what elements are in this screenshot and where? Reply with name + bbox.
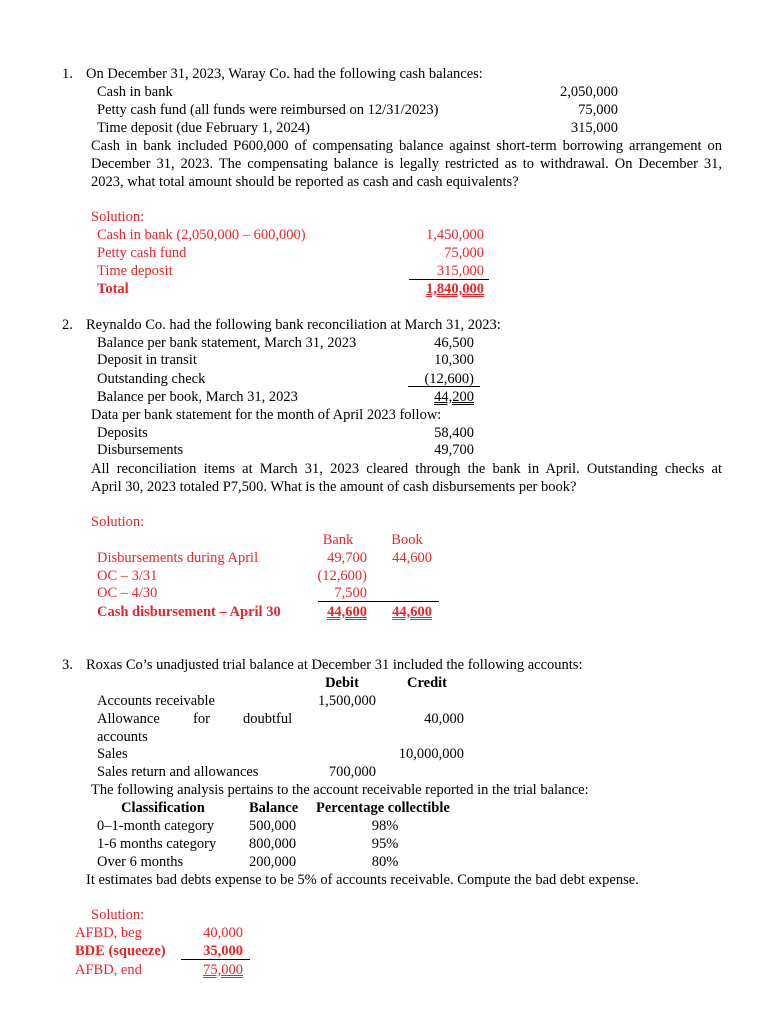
- q2-paragraph-line: April 30, 2023 totaled P7,500. What is the amount of cash disbursements per book?: [91, 479, 577, 495]
- q2-solution-total-book: 44,600: [392, 604, 432, 620]
- q1-solution-label-row: Cash in bank (2,050,000 – 600,000): [97, 227, 306, 243]
- q2-recon-amount: 46,500: [434, 335, 474, 351]
- q3-intro: Roxas Co’s unadjusted trial balance at December 31 included the following accounts:: [86, 657, 583, 673]
- q1-paragraph-line: December 31, 2023. The compensating balance is legally restricted as to withdrawal. On December 31,: [91, 156, 722, 172]
- q3-tb-label: Sales: [97, 746, 128, 762]
- q3-aging-balance: 800,000: [249, 836, 297, 852]
- q3-col-credit: Credit: [406, 675, 447, 691]
- q2-solution-row-label: OC – 4/30: [97, 585, 158, 601]
- q1-solution-amount: 315,000: [436, 263, 484, 279]
- q2-recon-label: Deposit in transit: [97, 352, 197, 368]
- q1-item-label: Cash in bank: [97, 84, 173, 100]
- q2-recon-amount: (12,600): [424, 371, 474, 387]
- q3-tb-debit: 1,500,000: [318, 693, 376, 709]
- q1-item-amount: 2,050,000: [560, 84, 618, 100]
- q2-col-book: Book: [391, 532, 423, 548]
- q3-tb-debit: 700,000: [328, 764, 376, 780]
- q3-aging-pct: 98%: [371, 818, 399, 834]
- q3-estimate: It estimates bad debts expense to be 5% of accounts receivable. Compute the bad debt expense.: [86, 872, 639, 888]
- q3-col-debit: Debit: [325, 675, 359, 691]
- q3-aging-balance: 200,000: [249, 854, 297, 870]
- q2-solution-bank: (12,600): [317, 568, 367, 584]
- q3-tb-label: accounts: [97, 729, 148, 745]
- q3-analysis-intro: The following analysis pertains to the account receivable reported in the trial balance:: [91, 782, 589, 798]
- q3-total-rule: [181, 959, 250, 960]
- q2-bank-amount: 58,400: [434, 425, 474, 441]
- q3-tb-credit: 10,000,000: [398, 746, 464, 762]
- q3-aging-class: Over 6 months: [97, 854, 184, 870]
- q2-paragraph-line: All reconciliation items at March 31, 2023 cleared through the bank in April. Outstanding checks at: [91, 461, 722, 477]
- q3-aging-pct: 80%: [371, 854, 399, 870]
- q1-item-amount: 75,000: [578, 102, 618, 118]
- q2-solution-bank: 49,700: [327, 550, 367, 566]
- q3-number: 3.: [62, 657, 73, 673]
- q3-header-classification: Classification: [121, 800, 205, 816]
- q2-recon-amount: 10,300: [434, 352, 474, 368]
- q1-intro: On December 31, 2023, Waray Co. had the following cash balances:: [86, 66, 483, 82]
- q3-tb-label: Allowance: [97, 711, 160, 727]
- q1-solution-label: Solution:: [91, 209, 145, 225]
- q2-bank-label: Deposits: [97, 425, 148, 441]
- q3-header-pct: Percentage collectible: [316, 800, 450, 816]
- q1-number: 1.: [62, 66, 73, 82]
- q3-solution-label: Solution:: [91, 907, 145, 923]
- q1-solution-amount: 1,450,000: [426, 227, 484, 243]
- q3-header-balance: Balance: [249, 800, 299, 816]
- q1-solution-total-label: Total: [97, 281, 129, 297]
- q3-tb-label: for: [193, 711, 210, 727]
- q3-solution-amount: 40,000: [203, 925, 243, 941]
- q1-solution-label-row: Time deposit: [97, 263, 173, 279]
- q1-solution-total-amount: 1,840,000: [426, 281, 484, 297]
- q2-recon-label: Balance per bank statement, March 31, 2023: [97, 335, 357, 351]
- q3-aging-class: 1-6 months category: [97, 836, 217, 852]
- q2-recon-label: Balance per book, March 31, 2023: [97, 389, 298, 405]
- q2-solution-book: 44,600: [392, 550, 432, 566]
- q1-item-label: Petty cash fund (all funds were reimbursed on 12/31/2023): [97, 102, 439, 118]
- q2-col-bank: Bank: [322, 532, 354, 548]
- q2-recon-rule: [408, 386, 480, 387]
- q3-tb-label: doubtful: [243, 711, 293, 727]
- q1-paragraph-line: 2023, what total amount should be reported as cash and cash equivalents?: [91, 174, 519, 190]
- q1-item-label: Time deposit (due February 1, 2024): [97, 120, 310, 136]
- q1-item-amount: 315,000: [570, 120, 618, 136]
- q3-aging-pct: 95%: [371, 836, 399, 852]
- q2-solution-label: Solution:: [91, 514, 145, 530]
- q2-solution-total-label: Cash disbursement – April 30: [97, 604, 281, 620]
- q2-solution-bank: 7,500: [334, 585, 367, 601]
- q3-solution-row-label: AFBD, end: [75, 962, 142, 978]
- q3-solution-row-label: BDE (squeeze): [75, 943, 166, 959]
- q3-tb-credit: 40,000: [424, 711, 464, 727]
- q3-solution-amount: 35,000: [203, 943, 243, 959]
- q2-total-rule: [318, 601, 439, 602]
- q1-paragraph-line: Cash in bank included P600,000 of compensating balance against short-term borrowing arrangement on: [91, 138, 722, 154]
- q2-recon-amount: 44,200: [434, 389, 474, 405]
- q3-aging-class: 0–1-month category: [97, 818, 215, 834]
- q2-data-intro: Data per bank statement for the month of April 2023 follow:: [91, 407, 442, 423]
- q2-bank-label: Disbursements: [97, 442, 184, 458]
- q2-number: 2.: [62, 317, 73, 333]
- q2-recon-label: Outstanding check: [97, 371, 206, 387]
- q3-solution-amount: 75,000: [203, 962, 243, 978]
- q2-bank-amount: 49,700: [434, 442, 474, 458]
- q1-solution-amount: 75,000: [444, 245, 484, 261]
- q3-solution-row-label: AFBD, beg: [75, 925, 142, 941]
- q2-solution-total-bank: 44,600: [327, 604, 367, 620]
- q3-aging-balance: 500,000: [249, 818, 297, 834]
- q3-tb-label: Sales return and allowances: [97, 764, 259, 780]
- q2-intro: Reynaldo Co. had the following bank reconciliation at March 31, 2023:: [86, 317, 501, 333]
- q3-tb-label: Accounts receivable: [97, 693, 215, 709]
- q2-solution-row-label: Disbursements during April: [97, 550, 259, 566]
- q1-solution-label-row: Petty cash fund: [97, 245, 187, 261]
- q2-solution-row-label: OC – 3/31: [97, 568, 158, 584]
